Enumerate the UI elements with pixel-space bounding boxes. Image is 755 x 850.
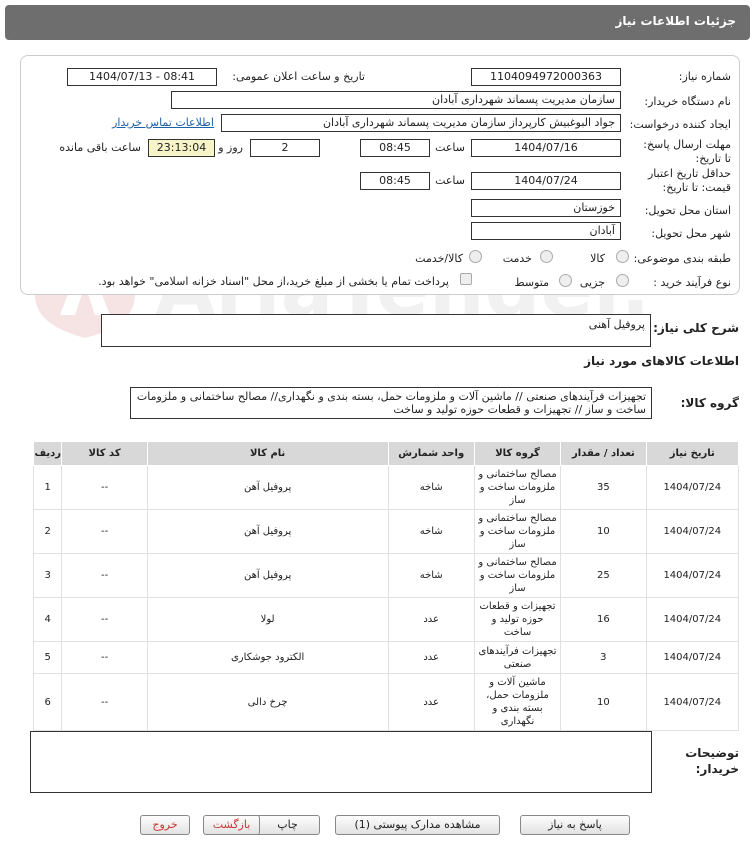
item-name: الکترود جوشکاری bbox=[147, 642, 388, 674]
table-row bbox=[34, 598, 739, 642]
item-unit: عدد bbox=[388, 674, 474, 731]
item-qty: 3 bbox=[561, 642, 646, 674]
goods-section-title: اطلاعات کالاهای مورد نیاز bbox=[584, 354, 739, 368]
item-qty: 10 bbox=[561, 510, 646, 554]
validity-label: حداقل تاریخ اعتبار قیمت: تا تاریخ: bbox=[647, 167, 731, 194]
process-label: نوع فرآیند خرید : bbox=[653, 276, 731, 289]
item-qty: 10 bbox=[561, 674, 646, 731]
item-name: پروفیل آهن bbox=[147, 466, 388, 510]
buyer-notes-field[interactable] bbox=[30, 731, 652, 793]
requester-label: ایجاد کننده درخواست: bbox=[629, 118, 731, 131]
item-name: پروفیل آهن bbox=[147, 554, 388, 598]
item-group: مصالح ساختمانی و ملزومات ساخت و ساز bbox=[474, 554, 560, 598]
validity-time-field: 08:45 bbox=[360, 172, 430, 190]
table-row bbox=[34, 466, 739, 510]
item-date: 1404/07/24 bbox=[646, 642, 738, 674]
row-number: 1 bbox=[34, 466, 62, 510]
col-row-header: ردیف bbox=[34, 442, 62, 466]
item-date: 1404/07/24 bbox=[646, 554, 738, 598]
city-field: آبادان bbox=[471, 222, 621, 240]
item-unit: شاخه bbox=[388, 554, 474, 598]
item-date: 1404/07/24 bbox=[646, 510, 738, 554]
item-code: -- bbox=[62, 674, 147, 731]
treasury-payment-checkbox[interactable] bbox=[460, 273, 472, 285]
deadline-date-field: 1404/07/16 bbox=[471, 139, 621, 157]
item-unit: شاخه bbox=[388, 466, 474, 510]
item-group: تجهیزات و قطعات حوزه تولید و ساخت bbox=[474, 598, 560, 642]
remaining-label: ساعت باقی مانده bbox=[59, 141, 141, 154]
summary-field[interactable]: پروفیل آهنی bbox=[101, 314, 651, 347]
need-number-field: 1104094972000363 bbox=[471, 68, 621, 86]
table-row bbox=[34, 510, 739, 554]
remaining-time-field: 23:13:04 bbox=[148, 139, 215, 157]
summary-label: شرح کلی نیاز: bbox=[653, 321, 739, 335]
announce-label: تاریخ و ساعت اعلان عمومی: bbox=[232, 70, 365, 83]
exit-button[interactable]: خروج bbox=[140, 815, 190, 835]
item-qty: 25 bbox=[561, 554, 646, 598]
reply-button[interactable]: پاسخ به نیاز bbox=[520, 815, 630, 835]
item-code: -- bbox=[62, 554, 147, 598]
deadline-time-label: ساعت bbox=[435, 141, 465, 154]
print-button[interactable]: چاپ bbox=[255, 815, 320, 835]
item-group: ماشین آلات و ملزومات حمل، بسته بندی و نگهداری bbox=[474, 674, 560, 731]
col-code-header: کد کالا bbox=[62, 442, 147, 466]
item-code: -- bbox=[62, 598, 147, 642]
item-name: لولا bbox=[147, 598, 388, 642]
deadline-time-field: 08:45 bbox=[360, 139, 430, 157]
col-unit-header: واحد شمارش bbox=[388, 442, 474, 466]
category-goods-label: کالا bbox=[590, 252, 605, 265]
item-code: -- bbox=[62, 466, 147, 510]
item-name: چرخ دالی bbox=[147, 674, 388, 731]
row-number: 2 bbox=[34, 510, 62, 554]
row-number: 3 bbox=[34, 554, 62, 598]
col-name-header: نام کالا bbox=[147, 442, 388, 466]
item-date: 1404/07/24 bbox=[646, 598, 738, 642]
province-label: استان محل تحویل: bbox=[644, 204, 731, 217]
process-medium-radio[interactable] bbox=[559, 274, 572, 287]
requester-field: جواد البوغبیش کارپرداز سازمان مدیریت پسماند شهرداری آبادان bbox=[221, 114, 621, 132]
category-service-radio[interactable] bbox=[540, 250, 553, 263]
category-both-radio[interactable] bbox=[469, 250, 482, 263]
col-date-header: تاریخ نیاز bbox=[646, 442, 738, 466]
item-unit: شاخه bbox=[388, 510, 474, 554]
page-header bbox=[5, 5, 750, 40]
row-number: 4 bbox=[34, 598, 62, 642]
item-group: مصالح ساختمانی و ملزومات ساخت و ساز bbox=[474, 466, 560, 510]
item-qty: 16 bbox=[561, 598, 646, 642]
page-title: جزئیات اطلاعات نیاز bbox=[615, 14, 736, 28]
item-code: -- bbox=[62, 510, 147, 554]
back-button[interactable]: بازگشت bbox=[203, 815, 260, 835]
col-group-header: گروه کالا bbox=[474, 442, 560, 466]
contact-buyer-link[interactable]: اطلاعات تماس خریدار bbox=[112, 116, 214, 129]
buyer-field: سازمان مدیریت پسماند شهرداری آبادان bbox=[171, 91, 621, 109]
days-field: 2 bbox=[250, 139, 320, 157]
item-name: پروفیل آهن bbox=[147, 510, 388, 554]
buyer-notes-label: توضیحات خریدار: bbox=[685, 746, 739, 776]
deadline-label: مهلت ارسال پاسخ: تا تاریخ: bbox=[643, 138, 731, 165]
category-both-label: کالا/خدمت bbox=[415, 252, 463, 265]
table-header-row bbox=[34, 442, 739, 466]
process-medium-label: متوسط bbox=[514, 276, 549, 289]
table-row bbox=[34, 642, 739, 674]
city-label: شهر محل تحویل: bbox=[651, 227, 731, 240]
item-group: تجهیزات فرآیندهای صنعتی bbox=[474, 642, 560, 674]
validity-date-field: 1404/07/24 bbox=[471, 172, 621, 190]
process-small-radio[interactable] bbox=[616, 274, 629, 287]
group-label: گروه کالا: bbox=[680, 396, 739, 410]
need-number-label: شماره نیاز: bbox=[678, 70, 731, 83]
goods-table bbox=[33, 441, 739, 731]
item-code: -- bbox=[62, 642, 147, 674]
item-group: مصالح ساختمانی و ملزومات ساخت و ساز bbox=[474, 510, 560, 554]
attachments-button[interactable]: مشاهده مدارک پیوستی (1) bbox=[335, 815, 500, 835]
group-field: تجهیزات فرآیندهای صنعتی // ماشین آلات و ملزومات حمل، بسته بندی و نگهداری// مصالح ساختمانی و ملزومات ساخت و ساز // تجهیزات و قطعات حوزه تولید و ساخت bbox=[130, 387, 652, 419]
item-unit: عدد bbox=[388, 598, 474, 642]
announce-field: 1404/07/13 - 08:41 bbox=[67, 68, 217, 86]
treasury-payment-text: پرداخت تمام یا بخشی از مبلغ خرید،از محل "اسناد خزانه اسلامی" خواهد بود. bbox=[98, 275, 449, 288]
item-date: 1404/07/24 bbox=[646, 466, 738, 510]
province-field: خوزستان bbox=[471, 199, 621, 217]
category-label: طبقه بندی موضوعی: bbox=[633, 252, 731, 265]
row-number: 6 bbox=[34, 674, 62, 731]
table-row bbox=[34, 674, 739, 731]
row-number: 5 bbox=[34, 642, 62, 674]
item-unit: عدد bbox=[388, 642, 474, 674]
table-row bbox=[34, 554, 739, 598]
category-service-label: خدمت bbox=[502, 252, 532, 265]
category-goods-radio[interactable] bbox=[616, 250, 629, 263]
validity-time-label: ساعت bbox=[435, 174, 465, 187]
days-label: روز و bbox=[218, 141, 243, 154]
buyer-label: نام دستگاه خریدار: bbox=[644, 95, 731, 108]
item-qty: 35 bbox=[561, 466, 646, 510]
item-date: 1404/07/24 bbox=[646, 674, 738, 731]
process-small-label: جزیی bbox=[579, 276, 605, 289]
col-qty-header: تعداد / مقدار bbox=[561, 442, 646, 466]
